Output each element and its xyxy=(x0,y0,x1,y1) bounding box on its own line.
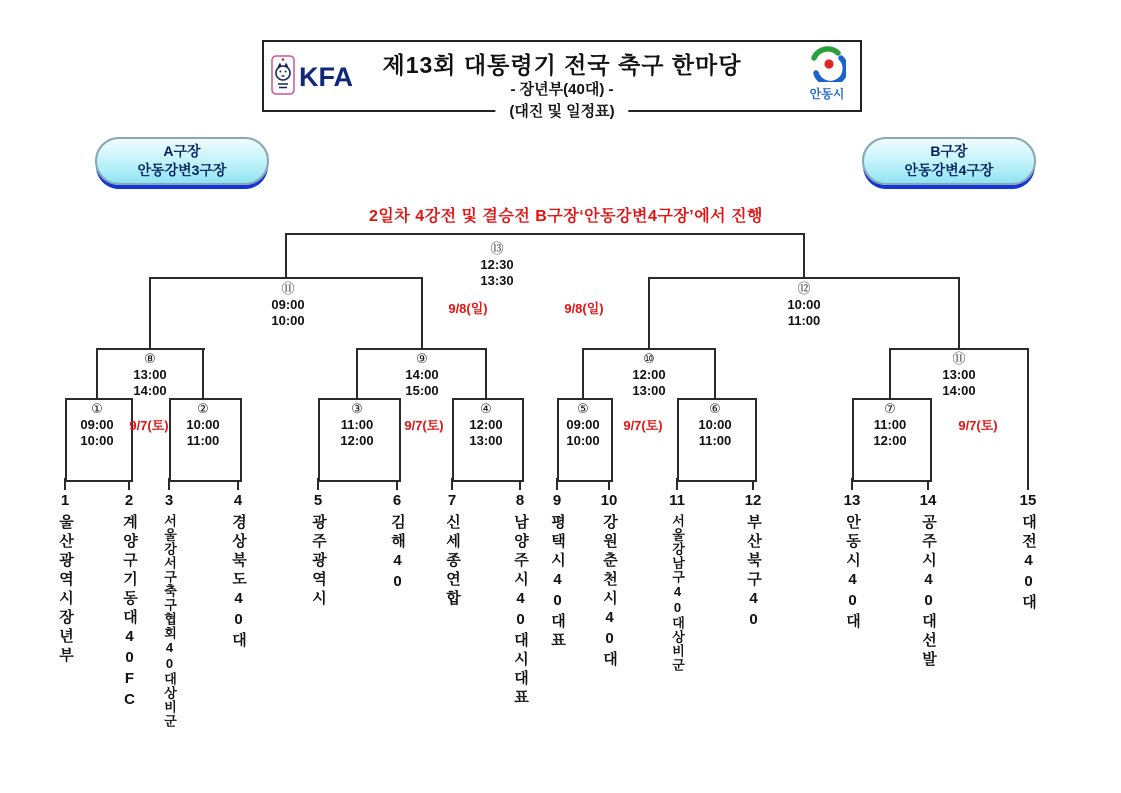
match-number: ⑪ xyxy=(281,281,295,296)
match-number: ⑫ xyxy=(797,281,811,296)
bracket-line xyxy=(96,348,98,400)
match-number: ⑤ xyxy=(577,401,589,416)
team-number: 5 xyxy=(313,492,323,509)
match-number: ⑨ xyxy=(416,351,428,366)
team-number: 8 xyxy=(515,492,525,509)
bracket-line xyxy=(286,233,805,235)
date-label-day1: 9/7(토) xyxy=(129,418,169,433)
bracket-line xyxy=(803,233,805,279)
team-number: 13 xyxy=(843,492,861,509)
team-name: 경상북도40대 xyxy=(230,514,247,651)
team-name: 울산광역시장년부 xyxy=(57,514,74,666)
team-name: 안동시40대 xyxy=(844,514,861,632)
match-number: ④ xyxy=(480,401,492,416)
bracket-line xyxy=(583,348,716,350)
bracket-line xyxy=(421,277,423,350)
team-name: 평택시40대표 xyxy=(549,514,566,651)
team-name: 신세종연합 xyxy=(444,514,461,609)
bracket-line xyxy=(1027,348,1029,490)
team-name: 광주광역시 xyxy=(310,514,327,609)
team-number: 6 xyxy=(392,492,402,509)
bracket-line xyxy=(357,348,487,350)
bracket-line xyxy=(582,348,584,400)
header-box xyxy=(262,40,862,120)
date-label-day2: 9/8(일) xyxy=(448,301,488,316)
team-number: 10 xyxy=(600,492,618,509)
match-time-2: 10:00 xyxy=(566,433,600,448)
match-time-1: 10:00 xyxy=(698,417,732,432)
venue-b-badge xyxy=(862,137,1036,185)
team-name: 대전40대 xyxy=(1020,514,1037,613)
venue-a-badge xyxy=(95,137,269,185)
team-name: 서울강서구축구협회40대상비군 xyxy=(162,514,177,728)
match-number: ⑥ xyxy=(709,401,721,416)
date-label-day1: 9/7(토) xyxy=(404,418,444,433)
match-number: ⑬ xyxy=(490,241,504,256)
match-r1-7-label xyxy=(845,401,935,449)
date-label-day1: 9/7(토) xyxy=(623,418,663,433)
match-number: ② xyxy=(197,401,209,416)
venue-a-stadium: 안동강변3구장 xyxy=(137,162,227,178)
venue-b-name: B구장 xyxy=(930,143,968,159)
bracket-line xyxy=(714,348,716,400)
bracket-line xyxy=(485,348,487,400)
team-number: 3 xyxy=(164,492,174,509)
team-number: 14 xyxy=(919,492,937,509)
match-qf-4-label xyxy=(914,351,1004,399)
match-time-1: 09:00 xyxy=(80,417,114,432)
kfa-label: KFA xyxy=(299,62,353,92)
bracket-line xyxy=(150,277,423,279)
match-time-2: 11:00 xyxy=(186,433,220,448)
bracket-line xyxy=(890,348,1029,350)
team-number: 9 xyxy=(552,492,562,509)
match-time-1: 11:00 xyxy=(340,417,374,432)
match-time-1: 09:00 xyxy=(271,297,305,312)
team-name: 서울강남구40대상비군 xyxy=(670,514,685,672)
match-sf-left-label xyxy=(243,281,333,329)
match-time-2: 13:00 xyxy=(632,383,666,398)
team-name: 공주시40대선발 xyxy=(920,514,937,670)
match-time-1: 13:00 xyxy=(942,367,976,382)
team-number: 1 xyxy=(60,492,70,509)
team-number: 12 xyxy=(744,492,762,509)
match-r1-6-label xyxy=(670,401,760,449)
match-sf-right-label xyxy=(759,281,849,329)
match-time-1: 14:00 xyxy=(405,367,439,382)
match-number: ① xyxy=(91,401,103,416)
tournament-title: 제13회 대통령기 전국 축구 한마당 xyxy=(382,52,742,78)
match-time-2: 14:00 xyxy=(133,383,167,398)
bracket-line xyxy=(285,233,287,279)
match-time-1: 13:00 xyxy=(133,367,167,382)
andong-label: 안동시 xyxy=(809,87,845,101)
team-name: 남양주시40대시대표 xyxy=(512,514,529,708)
team-number: 4 xyxy=(233,492,243,509)
match-time-2: 12:00 xyxy=(340,433,374,448)
match-time-1: 11:00 xyxy=(873,417,907,432)
match-time-2: 10:00 xyxy=(271,313,305,328)
team-name: 부산북구40 xyxy=(745,514,762,632)
team-name: 계양구기동대40FC xyxy=(121,514,138,712)
match-qf-2-label xyxy=(377,351,467,399)
date-label-day2: 9/8(일) xyxy=(564,301,604,316)
match-time-1: 09:00 xyxy=(566,417,600,432)
match-time-2: 13:30 xyxy=(480,273,514,288)
match-time-2: 13:00 xyxy=(469,433,503,448)
match-time-2: 14:00 xyxy=(942,383,976,398)
team-number: 11 xyxy=(669,492,685,509)
schedule-caption: (대진 및 일정표) xyxy=(495,100,628,121)
match-time-1: 12:30 xyxy=(480,257,514,272)
match-number: ⑦ xyxy=(884,401,896,416)
team-number: 15 xyxy=(1019,492,1037,509)
bracket-line xyxy=(889,348,891,400)
bracket-line xyxy=(356,348,358,400)
team-number: 2 xyxy=(124,492,134,509)
venue-a-name: A구장 xyxy=(163,143,201,159)
team-name: 강원춘천시40대 xyxy=(601,514,618,670)
match-time-1: 10:00 xyxy=(186,417,220,432)
bracket-line xyxy=(649,277,960,279)
bracket-line xyxy=(648,277,650,350)
match-time-2: 10:00 xyxy=(80,433,114,448)
match-number: ⑪ xyxy=(952,351,966,366)
match-number: ⑩ xyxy=(643,351,655,366)
venue-b-stadium: 안동강변4구장 xyxy=(904,162,994,178)
date-label-day1: 9/7(토) xyxy=(958,418,998,433)
match-time-2: 11:00 xyxy=(787,313,821,328)
bracket-line xyxy=(958,277,960,350)
match-qf-1-label xyxy=(105,351,195,399)
match-number: ⑧ xyxy=(144,351,156,366)
andong-logo xyxy=(800,44,854,102)
bracket-line xyxy=(202,348,204,400)
match-final-label xyxy=(452,241,542,289)
match-number: ③ xyxy=(351,401,363,416)
team-number: 7 xyxy=(447,492,457,509)
match-time-2: 15:00 xyxy=(405,383,439,398)
match-time-1: 12:00 xyxy=(632,367,666,382)
match-time-1: 10:00 xyxy=(787,297,821,312)
match-time-2: 12:00 xyxy=(873,433,907,448)
andong-emblem-icon xyxy=(808,69,846,86)
team-name: 김해40 xyxy=(389,514,406,594)
bracket-line xyxy=(97,348,205,350)
bracket-line xyxy=(149,277,151,350)
match-time-1: 12:00 xyxy=(469,417,503,432)
notice-text: 2일차 4강전 및 결승전 B구장‘안동강변4구장’에서 진행 xyxy=(369,208,763,225)
match-qf-3-label xyxy=(604,351,694,399)
match-time-2: 11:00 xyxy=(698,433,732,448)
tournament-subtitle: - 장년부(40대) - xyxy=(510,81,614,98)
